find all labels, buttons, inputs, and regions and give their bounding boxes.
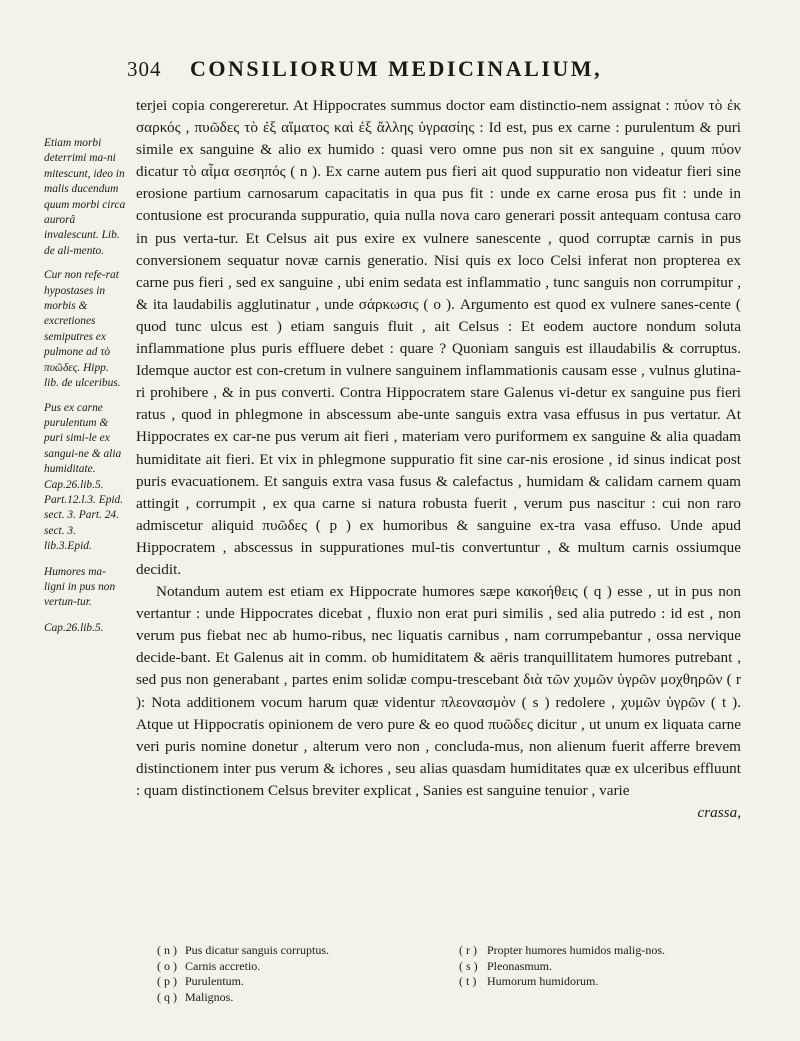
footnote-mark: ( q ) <box>157 989 177 1004</box>
footnote-text: Pus dicatur sanguis corruptus. <box>185 943 329 957</box>
paragraph-last-line: crassa, <box>697 804 741 821</box>
footnote-column-right <box>459 943 749 1005</box>
footnote-text: Humorum humidorum. <box>487 974 599 988</box>
footnote <box>157 959 447 975</box>
footnote <box>459 974 749 990</box>
footnote-mark: ( o ) <box>157 958 177 973</box>
footnote-text: Pleonasmum. <box>487 958 552 973</box>
paragraph: Notandum autem est etiam ex Hippocrate humores sæpe κακοήθεις ( q ) esse , ut in pus non vertantur : unde Hippocrates dicebat , fluxio non erat puri similis , sed alia putredo : id est , non verum pus fiebat nec ab humo-ribus, nec liquatis carnibus , nam corrumpebantur , ossa nervique decide-bant. Et Galenus ait in comm. ob humiditatem & aëris tranquillitatem humores putrebant , sed pus non generabant , partes enim solidæ compu-trescebant διὰ τῶν χυμῶν ὑγρῶν μοχθηρῶν ( r ): Nota additionem vocum harum quæ videntur πλεονασμὸν ( s ) redolere , χυμῶν ὑγρῶν ( t ). Atque ut Hippocratis opinionem de vero pure & eo quod πυῶδες dicitur , ut unum ex liquata carne veri puris nomine donetur , alterum vero non , concluda-mus, non alienum fuerit afferre brevem distinctionem inter pus verum & ichores , seu alias quasdam humiditates quæ ex ulceribus effluunt : quam distinctionem Celsus breviter explicat , Sanies est sanguine tenuior , varie <box>136 583 741 799</box>
footnote-mark: ( n ) <box>157 943 177 957</box>
footnote-mark: ( t ) <box>459 974 477 988</box>
margin-note: Cap.26.lib.5. <box>44 621 104 634</box>
footnote <box>157 974 447 990</box>
footnote <box>157 990 447 1006</box>
margin-notes <box>44 136 126 645</box>
margin-note: Cur non refe-rat hypostases in morbis & excretiones semiputres ex pulmone ad τὸ πυῶδες. Hipp. lib. de ulceribus. <box>44 269 121 390</box>
footnote-text: Purulentum. <box>185 974 244 988</box>
footnote-mark: ( s ) <box>459 958 478 973</box>
footnote-mark: ( r ) <box>459 943 477 957</box>
footnote <box>459 943 749 959</box>
margin-note: Etiam morbi deterrimi ma-ni mitescunt, ideo in malis ducendum quum morbi circa aurorâ invalescunt. Lib. de ali-mento. <box>44 137 126 257</box>
running-title: CONSILIORUM MEDICINALIUM, <box>190 56 603 81</box>
footnote-text: Carnis accretio. <box>185 958 261 973</box>
footnote-text: Malignos. <box>185 989 234 1004</box>
footnote-text: Propter humores humidos malig-nos. <box>487 943 665 957</box>
margin-note: Humores ma-ligni in pus non vertun-tur. <box>44 565 116 609</box>
paragraph: terjei copia congereretur. At Hippocrates summus doctor eam distinctio-nem assignat : πύον τὸ ἐκ σαρκός , πυῶδες τὸ ἐξ αἵματος καὶ ἐξ ἄλλης ὑγρασίης : Id est, pus ex carne : purulentum & puri simile ex sanguine & alio ex humido : quasi vero omne pus non sit ex sanguine , quum πύον dicatur τὸ αἷμα σεσηπός ( n ). Ex carne autem pus fieri ait quod suppuratio non videatur fieri sine erosione partium carnosarum capacitatis in qua pus fit : unde ex carne erosa pus fit : unde in contusione est procuranda suppuratio, quia nulla nova caro generari possit antequam contusa caro in pus verta-tur. Et Celsus ait pus exire ex vulnere sanescente , quod corruptæ carnis in pus conversionem sequatur novæ carnis generatio. Nisi quis ex loco Celsi inferat non propterea ex carne pus fieri , sed ex sanguine , ubi enim sedata est inflammatio , tunc sanguis non corrumpitur , & ita laudabilis agglutinatur , unde σάρκωσις ( o ). Argumento est quod ex vulnere sanes-cente ( quod tunc ulcus est ) etiam sanguis fluit , ait Celsus : Et eodem auctore nondum soluta inflammatione plus puris effluere debet : quare ? Quoniam sanguis est illaudabilis & corruptus. Idemque auctor est con-cretum in vulnere sanguinem inflammationis causam esse , vulnus glutina-ri prohibere , & in pus converti. Contra Hippocratem stare Galenus vi-detur ex sanguine pus fieri ratus , quod in phlegmone in abscessum abe-unte sanguis extra vasa effusus in pus vertatur. At Hippocrates ex car-ne pus verum ait fieri , materiam vero puriformem ex sanguine & alia quadam humiditate ait fieri. Et vix in phlegmone suppuratio fit sine car-nis erosione , id sinus indicat post puris evacuationem. Et sanguis extra vasa fusus & calefactus , humidam & calidam carnem quam attingit , corrumpit , ex qua carne si natura robusta fuerit , verum pus nascitur : cui non raro admiscetur aliquid πυῶδες ( p ) ex humoribus & sanguine ex-tra vasa effuso. Unde apud Hippocratem , abscessus in suppurationes mul-tis convertuntur , & multum carnis ossiumque decidit. <box>136 97 741 578</box>
margin-note: Pus ex carne purulentum & puri simi-le ex sangui-ne & alia humiditate. Cap.26.lib.5. Part.12.l.3. Epid. sect. 3. Part. 24. sect. 3. lib.3.Epid. <box>44 401 124 553</box>
footnote <box>157 943 447 959</box>
page-number: 304 <box>127 57 162 81</box>
footnote <box>459 959 749 975</box>
footnote-mark: ( p ) <box>157 974 177 988</box>
body-text <box>136 95 741 824</box>
footnotes <box>157 943 747 1005</box>
footnote-column-left <box>157 943 447 1005</box>
